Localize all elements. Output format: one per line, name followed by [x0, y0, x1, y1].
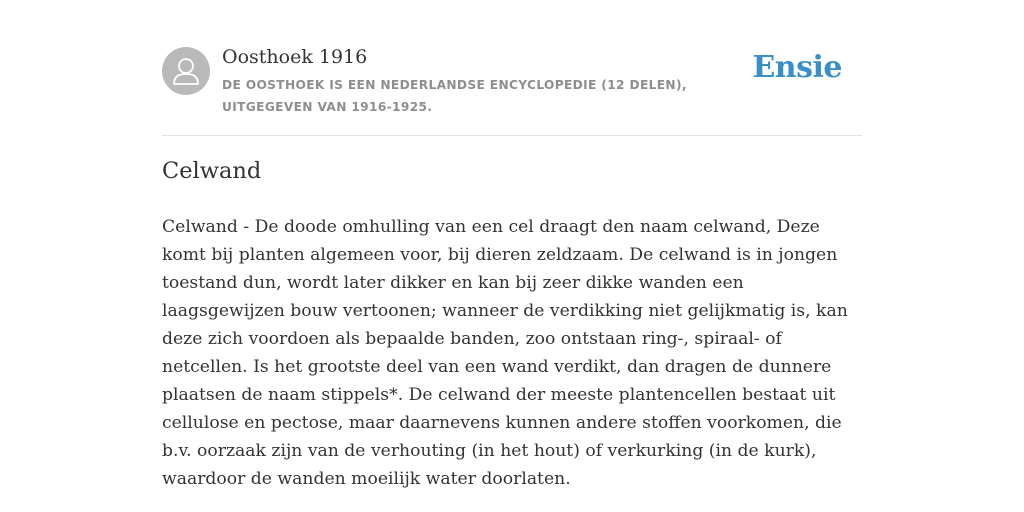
- brand-logo[interactable]: Ensie: [752, 50, 842, 85]
- article-title: Celwand: [162, 158, 262, 184]
- avatar[interactable]: [162, 47, 210, 95]
- article-body: Celwand - De doode omhulling van een cel draagt den naam celwand, Deze komt bij planten algemeen voor, bij dieren zeldzaam. De celwand is in jongen toestand dun, wordt later dikker en kan bij zeer dikke wanden een laagsgewijzen bouw vertoonen; wanneer de verdikking niet gelijkmatig is, kan deze zich voordoen als bepaalde banden, zoo ontstaan ring-, spiraal- of netcellen. Is het grootste deel van een wand verdikt, dan dragen de dunnere plaatsen de naam stippels*. De celwand der meeste plantencellen bestaat uit cellulose en pectose, maar daarnevens kunnen andere stoffen voorkomen, die b.v. oorzaak zijn van de verhouting (in het hout) of verkurking (in de kurk), waardoor de wanden moeilijk water doorlaten.: [162, 217, 848, 489]
- user-icon: [162, 47, 210, 95]
- author-description: DE OOSTHOEK IS EEN NEDERLANDSE ENCYCLOPEDIE (12 DELEN), UITGEGEVEN VAN 1916-1925.: [222, 78, 687, 114]
- author-header: [162, 44, 862, 136]
- author-name[interactable]: Oosthoek 1916: [222, 46, 368, 68]
